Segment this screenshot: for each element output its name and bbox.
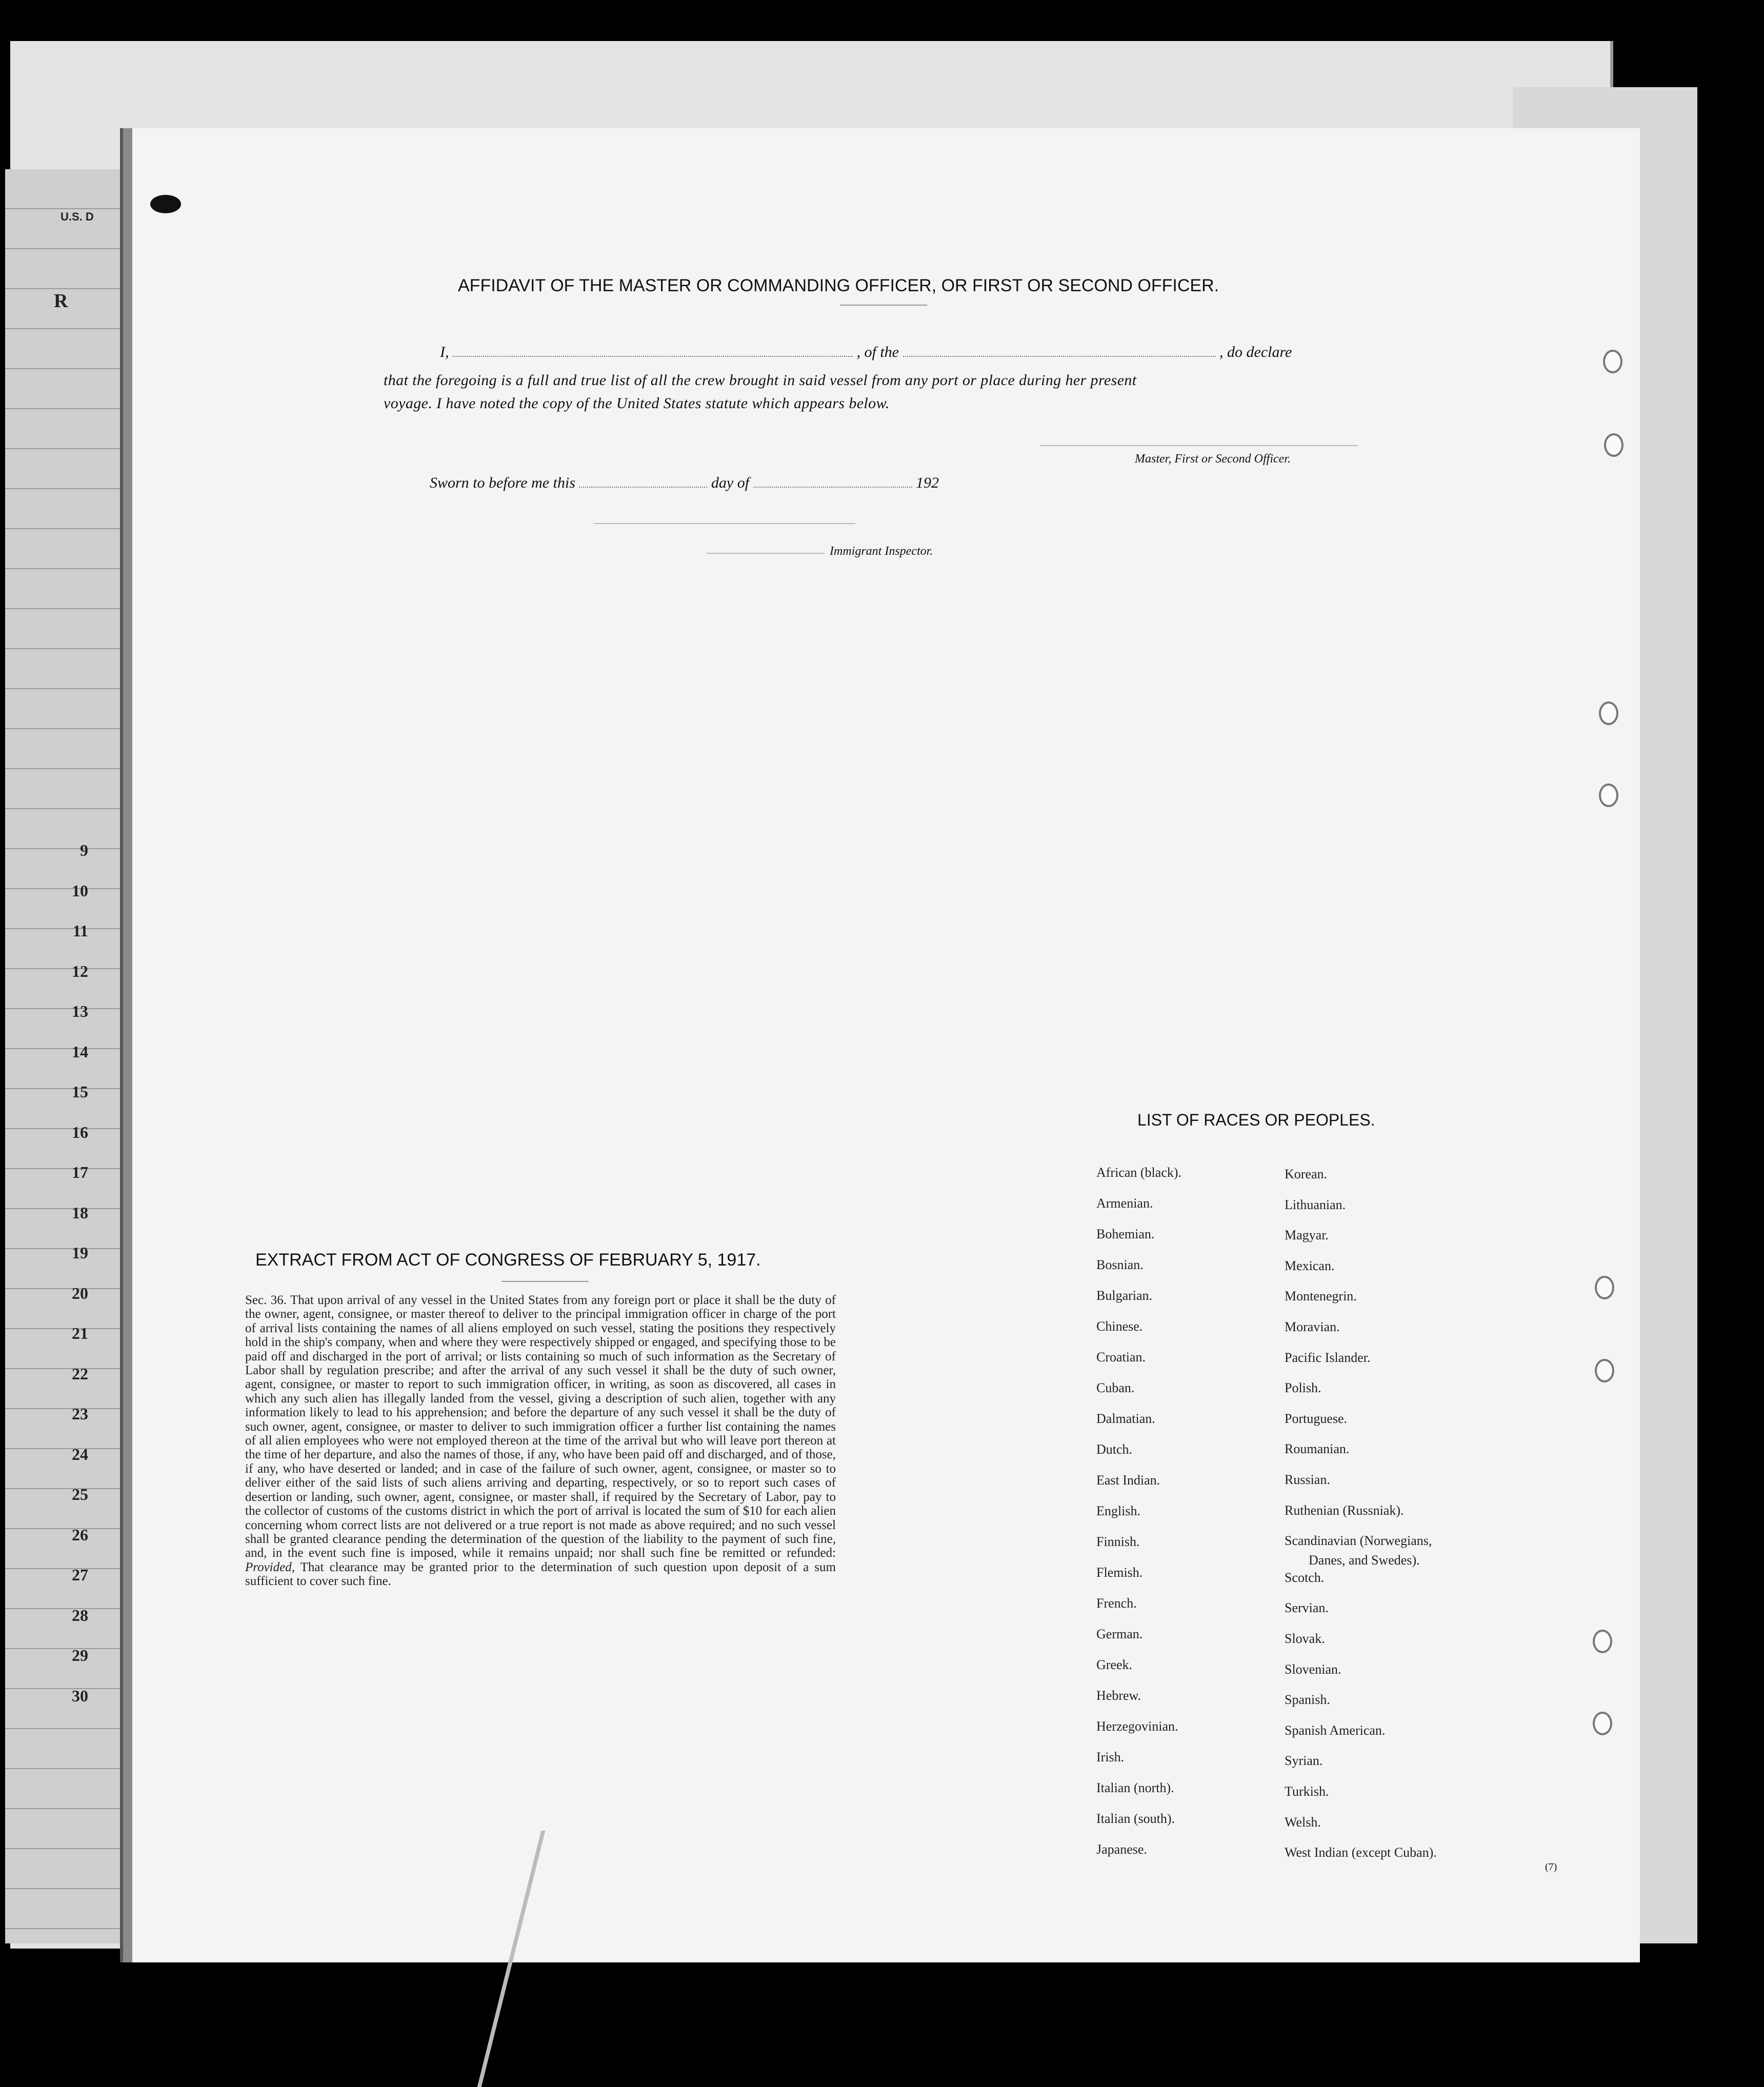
ink-blotch (150, 195, 181, 213)
line-number: 23 (72, 1404, 88, 1423)
proviso-word: Provided, (245, 1560, 295, 1574)
line-number: 10 (72, 881, 88, 900)
day-of-text: day of (711, 474, 750, 491)
race-item: Herzegovinian. (1096, 1719, 1178, 1734)
race-item: Slovak. (1285, 1631, 1325, 1646)
affidavit-i: I, (440, 344, 449, 360)
line-number: 28 (72, 1606, 88, 1624)
page-tear (477, 1831, 546, 2087)
affidavit-line-3: voyage. I have noted the copy of the United States statute which appears below. (384, 395, 890, 412)
race-item: German. (1096, 1627, 1143, 1641)
race-item: Polish. (1285, 1380, 1321, 1396)
line-number: 22 (72, 1364, 88, 1383)
name-blank[interactable] (453, 356, 853, 357)
line-number: 14 (72, 1042, 88, 1061)
line-number: 19 (72, 1243, 88, 1262)
race-item: Syrian. (1285, 1753, 1323, 1769)
race-item: Lithuanian. (1285, 1197, 1346, 1212)
race-item: Finnish. (1096, 1534, 1140, 1549)
race-item: Pacific Islander. (1285, 1350, 1371, 1365)
line-number: 15 (72, 1082, 88, 1101)
race-item: Chinese. (1096, 1319, 1143, 1334)
line-number: 24 (72, 1444, 88, 1463)
line-number: 17 (72, 1163, 88, 1181)
affidavit-of-the: , of the (856, 344, 899, 360)
race-item: Croatian. (1096, 1350, 1146, 1364)
inspector-signature-line (594, 523, 855, 524)
races-title: LIST OF RACES OR PEOPLES. (1137, 1111, 1375, 1129)
section-body: That upon arrival of any vessel in the United States from any foreign port or place it shall be the duty of the owner, agent, consignee, or master thereof to deliver to the principal immigration officer in charge of the port of arrival lists containing the names of all aliens employed on such vessel, stating the positions they respectively hold in the ship's company, when and where they were respectively shipped or engaged, and specifying those to be paid off and discharged in the port of arrival; or lists containing so much of such information as the Secretary of Labor shall by regulation prescribe; and after the arrival of any such vessel it shall be the duty of such owner, agent, consignee, or master to report to such immigration officer, in writing, as soon as discovered, all cases in which any such alien has illegally landed from the vessel, giving a description of such alien, together with any information likely to lead to his apprehension; and before the departure of any such vessel it shall be the duty of such owner, agent, consignee, or master to deliver to such immigration officer a further list containing the names of all alien employees who were not employed thereon at the time of the arrival but who will leave port thereon at the time of her departure, and also the names of those, if any, who have been paid off and discharged, and of those, if any, who have deserted or landed; and in case of the failure of such owner, agent, consignee, or master so to deliver either of the said lists of such aliens arriving and departing, respectively, or so to report such cases of desertion or landing, such owner, agent, consignee, or master shall, if required by the Secretary of Labor, pay to the collector of customs of the customs district in which the port of arrival is located the sum of $10 for each alien concerning whom correct lists are not delivered or a true report is not made as above required; and no such vessel shall be granted clearance pending the determination of the question of the liability to the payment of such fine, and, in the event such fine is imposed, while it remains unpaid; nor shall such fine be remitted or refunded: (245, 1293, 836, 1560)
sworn-line (430, 474, 939, 492)
punch-hole (1593, 1712, 1612, 1735)
line-number: 11 (72, 921, 88, 940)
race-item: Dutch. (1096, 1442, 1133, 1457)
race-item: Moravian. (1285, 1319, 1340, 1334)
inspector-dotted-line (707, 553, 825, 554)
line-number: 29 (72, 1646, 88, 1664)
extract-title-rule (502, 1281, 589, 1282)
proviso-text: That clearance may be granted prior to the determination of such question upon deposit of a sum sufficient to cover such fine. (245, 1560, 836, 1589)
act-section-36 (245, 1293, 836, 1589)
race-item: Italian (south). (1096, 1811, 1175, 1826)
line-number: 30 (72, 1686, 88, 1705)
race-item: Ruthenian (Russniak). (1285, 1502, 1404, 1518)
punch-hole (1599, 701, 1618, 725)
race-item: Cuban. (1096, 1380, 1135, 1395)
year-text: 192 (916, 474, 939, 491)
sworn-text: Sworn to before me this (430, 474, 575, 491)
race-item: Roumanian. (1285, 1441, 1350, 1457)
punch-hole (1593, 1630, 1612, 1653)
line-number: 27 (72, 1566, 88, 1584)
race-item: Montenegrin. (1285, 1289, 1357, 1304)
race-item: Scotch. (1285, 1570, 1325, 1585)
race-item: Italian (north). (1096, 1780, 1174, 1795)
form-code: (7) (1545, 1861, 1557, 1873)
race-item: Turkish. (1285, 1784, 1329, 1799)
race-item: West Indian (except Cuban). (1285, 1845, 1437, 1860)
race-item: Bohemian. (1096, 1227, 1155, 1241)
race-item: Welsh. (1285, 1814, 1321, 1830)
race-item: Bosnian. (1096, 1257, 1144, 1272)
race-item: Bulgarian. (1096, 1288, 1153, 1303)
race-item: Korean. (1285, 1167, 1328, 1181)
inspector-caption: Immigrant Inspector. (830, 545, 933, 558)
race-item: Greek. (1096, 1657, 1133, 1672)
race-item: East Indian. (1096, 1473, 1160, 1488)
line-number: 25 (72, 1485, 88, 1503)
line-number: 21 (72, 1324, 88, 1342)
master-signature-line (1040, 445, 1358, 446)
line-number: 18 (72, 1203, 88, 1222)
section-label: Sec. 36. (245, 1293, 287, 1307)
race-item: Russian. (1285, 1472, 1330, 1487)
form-page (123, 128, 1640, 1962)
line-number: 13 (72, 1002, 88, 1020)
affidavit-line-2: that the foregoing is a full and true list of all the crew brought in said vessel from any port or place during her present (384, 372, 1137, 389)
line-number: 9 (80, 841, 88, 859)
vessel-blank[interactable] (903, 356, 1216, 357)
race-item: Portuguese. (1285, 1411, 1348, 1426)
affidavit-title: AFFIDAVIT OF THE MASTER OR COMMANDING OFFICER, OR FIRST OR SECOND OFFICER. (458, 276, 1219, 295)
line-number: 16 (72, 1122, 88, 1141)
race-item: Armenian. (1096, 1196, 1153, 1211)
title-rule (840, 305, 927, 306)
race-item: Flemish. (1096, 1565, 1143, 1580)
race-item: Dalmatian. (1096, 1411, 1155, 1426)
race-item: African (black). (1096, 1165, 1182, 1180)
month-blank[interactable] (753, 487, 912, 488)
master-caption: Master, First or Second Officer. (1135, 452, 1291, 466)
race-item: Scandinavian (Norwegians, (1285, 1533, 1432, 1549)
race-item: Spanish American. (1285, 1722, 1386, 1738)
race-item: Spanish. (1285, 1692, 1330, 1708)
race-item: Slovenian. (1285, 1661, 1341, 1677)
punch-hole (1604, 433, 1623, 457)
day-blank[interactable] (579, 487, 707, 488)
race-item: Japanese. (1096, 1842, 1147, 1857)
race-item: Mexican. (1285, 1258, 1335, 1273)
race-item: French. (1096, 1596, 1137, 1611)
race-item: English. (1096, 1503, 1140, 1518)
line-number: 26 (72, 1525, 88, 1544)
punch-hole (1595, 1276, 1614, 1299)
line-number: 12 (72, 961, 88, 980)
race-continuation: Danes, and Swedes). (1309, 1553, 1420, 1568)
line-number: 20 (72, 1283, 88, 1302)
race-item: Irish. (1096, 1750, 1125, 1764)
margin-letter: R (54, 290, 68, 312)
affidavit-line-1 (440, 344, 1292, 361)
extract-title: EXTRACT FROM ACT OF CONGRESS OF FEBRUARY 5, 1917. (255, 1250, 761, 1270)
punch-hole (1603, 350, 1622, 373)
punch-hole (1599, 784, 1618, 807)
punch-hole (1595, 1359, 1614, 1382)
race-item: Magyar. (1285, 1228, 1329, 1243)
margin-stamp: U.S. D (61, 210, 94, 223)
affidavit-declare: , do declare (1219, 344, 1292, 360)
race-item: Servian. (1285, 1600, 1329, 1616)
race-item: Hebrew. (1096, 1688, 1141, 1703)
